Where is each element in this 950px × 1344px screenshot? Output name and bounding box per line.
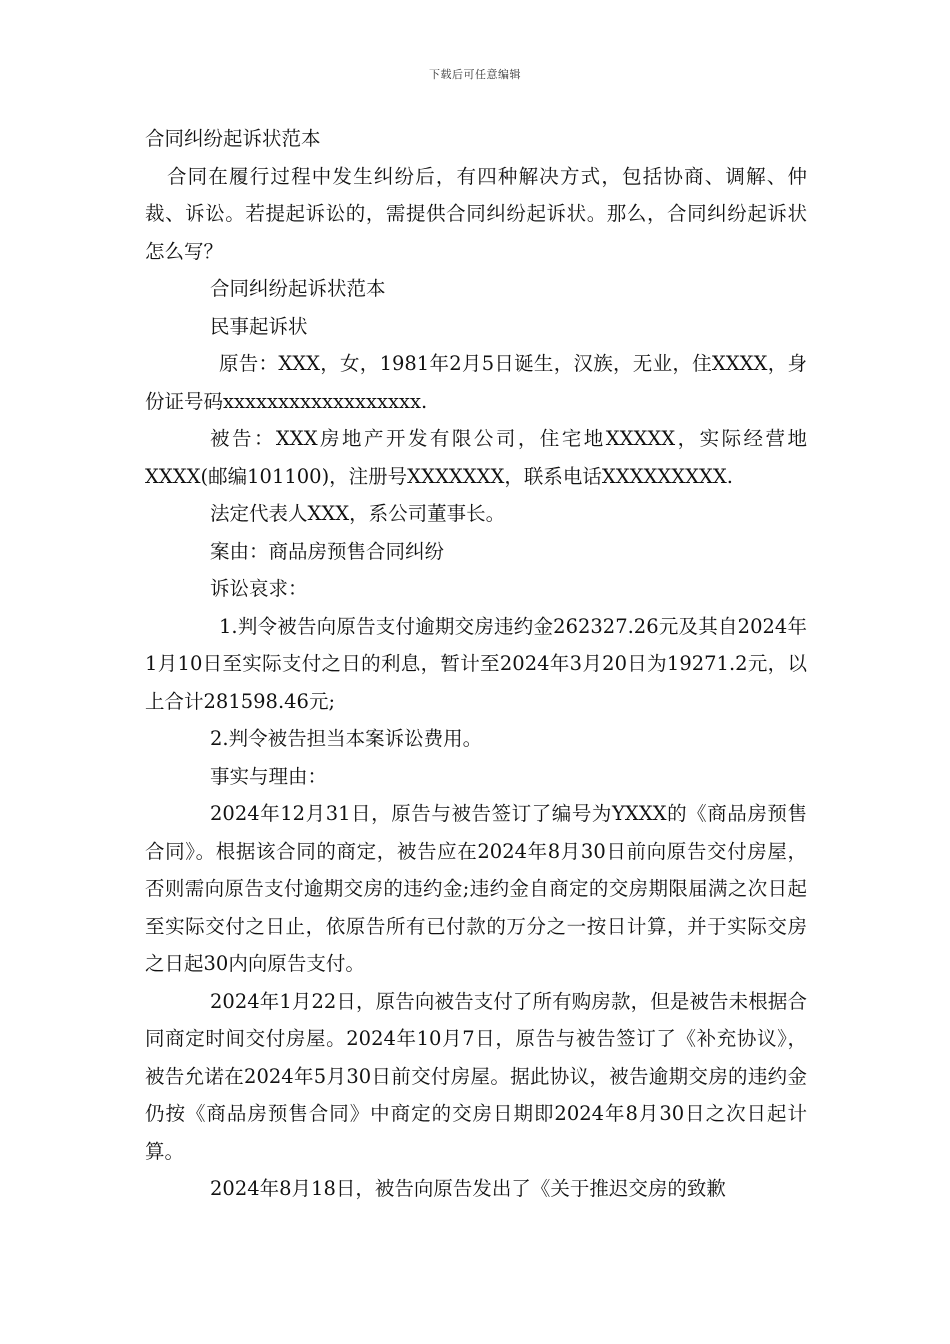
fact-paragraph-2: 2024年1月22日，原告向被告支付了所有购房款，但是被告未根据合同商定时间交付房屋。2024年10月7日，原告与被告签订了《补充协议》，被告允诺在2024年5月30日前交付房屋。据此协议，被告逾期交房的违约金仍按《商品房预售合同》中商定的交房日期即2024年8月30日之次日起计算。 xyxy=(145,989,807,1163)
fact-paragraph-1: 2024年12月31日，原告与被告签订了编号为YXXX的《商品房预售合同》。根据该合同的商定，被告应在2024年8月30日前向原告交付房屋，否则需向原告支付逾期交房的违约金;违约金自商定的交房期限届满之次日起至实际交付之日止，依原告所有已付款的万分之一按日计算，并于实际交房之日起30内向原告支付。 xyxy=(145,802,807,975)
legal-representative: 法定代表人XXX，系公司董事长。 xyxy=(210,502,506,525)
case-cause: 案由：商品房预售合同纠纷 xyxy=(210,539,445,563)
document-body xyxy=(145,120,807,1208)
facts-heading: 事实与理由： xyxy=(210,764,328,788)
intro-paragraph: 合同在履行过程中发生纠纷后，有四种解决方式，包括协商、调解、仲裁、诉讼。若提起诉讼的，需提供合同纠纷起诉状。那么，合同纠纷起诉状怎么写？ xyxy=(145,164,807,263)
document-title: 合同纠纷起诉状范本 xyxy=(145,127,321,150)
defendant-paragraph: 被告：XXX房地产开发有限公司，住宅地XXXXX，实际经营地XXXX(邮编101100)，注册号XXXXXXX，联系电话XXXXXXXXX. xyxy=(145,427,807,488)
complaint-title: 民事起诉状 xyxy=(210,314,308,338)
claim-item-1: 1.判令被告向原告支付逾期交房违约金262327.26元及其自2024年1月10日至实际支付之日的利息，暂计至2024年3月20日为19271.2元，以上合计281598.46元; xyxy=(145,614,807,713)
fact-paragraph-3: 2024年8月18日，被告向原告发出了《关于推迟交房的致歉 xyxy=(210,1177,726,1200)
sample-title: 合同纠纷起诉状范本 xyxy=(210,277,386,300)
claims-heading: 诉讼哀求： xyxy=(210,577,308,600)
claim-item-2: 2.判令被告担当本案诉讼费用。 xyxy=(210,727,483,750)
header-note: 下载后可任意编辑 xyxy=(429,68,521,81)
plaintiff-paragraph: 原告：XXX，女，1981年2月5日诞生，汉族，无业，住XXXX，身份证号码xxxxxxxxxxxxxxxxxx. xyxy=(145,352,807,413)
